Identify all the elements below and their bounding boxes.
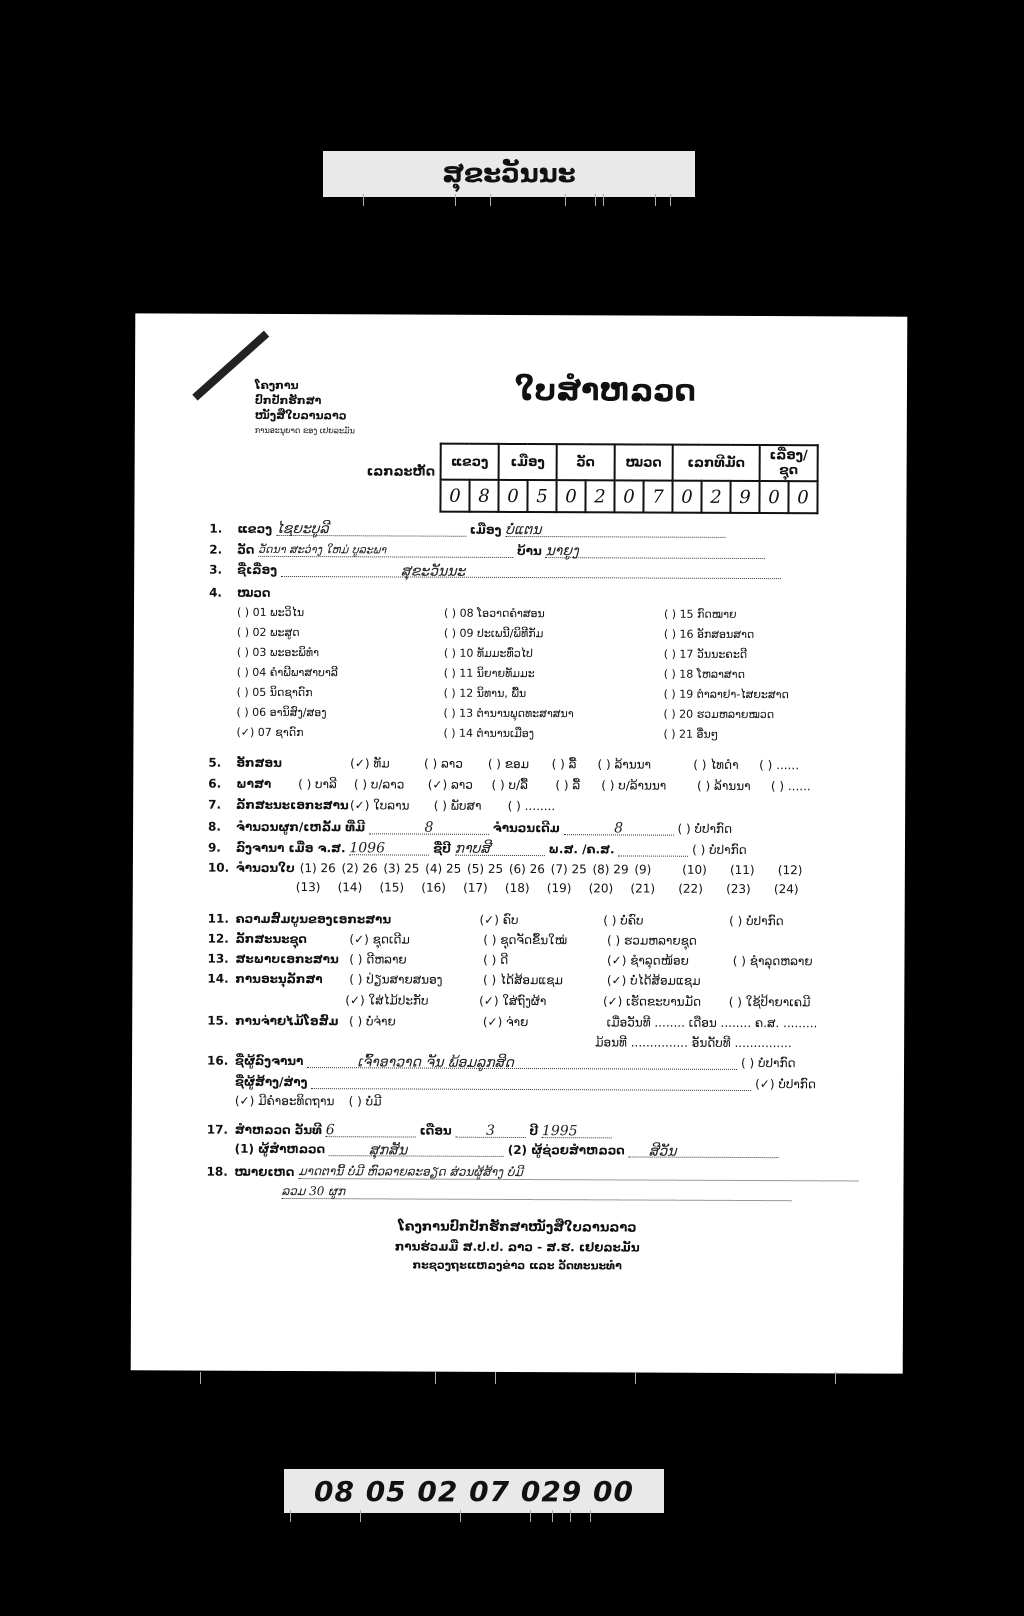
conservation-row-2: (✓) ໃສ່ໄມ້ປະກັບ (✓) ໃສ່ຖົງຜ້າ (✓) ເຮັດຂະບານມັດ ( ) ໃຊ້ປ້າຍາເຄມີ [345, 993, 811, 1010]
field-conservation: 14. ການອະນຸລັກສາ ( ) ປ່ຽນສາຍສນອງ ( ) ໄດ້ສ້ອມແຊມ (✓) ບໍ່ໄດ້ສ້ອມແຊມ [207, 971, 701, 988]
field-language: 6. ພາສາ ( ) ບາລີ ( ) ບ/ລາວ (✓) ລາວ ( ) ບ/ລື້ ( ) ລື້ ( ) ບ/ລ້ານນາ ( ) ລ້ານນາ ( ) ...... [208, 776, 811, 794]
category-option: ( ) 09 ປະເພນີ/ພິທີກັມ [443, 626, 544, 641]
code-digit: 0 [440, 480, 469, 512]
field-remarks: 18. ໝາຍເຫດ ມາດຕານີ້ ບໍ່ມີ ຫົວລາຍລະອຽດ ສ່ວນຜູ້ສ້າງ ບໍ່ມີ [207, 1164, 859, 1182]
code-digit: 0 [759, 481, 788, 513]
code-digit: 7 [643, 481, 672, 513]
field-surveyors: (1) ຜູ້ສຳຫລວດ ສຸກສັນ (2) ຜູ້ຊ່ວຍສຳຫລວດ ສີວັນ [235, 1142, 779, 1158]
category-option: ( ) 19 ຕຳລາຢາ-ໄສຍະສາດ [663, 687, 789, 702]
code-digit: 8 [469, 480, 498, 512]
field-inscriber: 16. ຊື່ຜູ້ລົງຈານາ ເຈົ້າອາວາດ ຈັນ ພ້ອມລູກສິດ ( ) ບໍ່ປາກົດ [207, 1053, 796, 1071]
code-digit: 0 [788, 481, 817, 513]
category-option: ( ) 08 ໂອວາດຄຳສອນ [443, 606, 545, 621]
field-province: 1. ແຂວງ ໄຊຍະບູລີ ເມືອງ ບໍ່ແຕນ [209, 521, 725, 538]
top-label-ticks [355, 194, 685, 206]
bottom-label-ticks [290, 1510, 630, 1522]
title-value: ສຸຂະວັນນະ [400, 563, 466, 580]
code-header: ເລກທີມັດ [673, 445, 760, 481]
code-label: ເລກລະຫັດ [366, 464, 436, 480]
code-digit: 2 [701, 481, 730, 513]
province-value: ໄຊຍະບູລີ [275, 520, 329, 538]
category-option: ( ) 17 ວັນນະຄະດີ [663, 647, 748, 661]
code-digit: 9 [730, 481, 759, 513]
category-option: ( ) 14 ຕຳນານເມືອງ [443, 726, 535, 741]
leaf-count-row-2: (13) (14) (15) (16) (17) (18) (19) (20) (21) (22) (23) (24) [295, 880, 799, 897]
field-copyist: ຊື່ຜູ້ສ້າງ/ສ່າງ (✓) ບໍ່ປາກົດ [234, 1074, 816, 1092]
district-value: ບໍ່ແຕນ [505, 521, 542, 539]
code-header: ເລື່ອງ/ຊຸດ [760, 445, 818, 481]
form-title: ໃບສຳຫລວດ [514, 372, 697, 409]
footer-cooperation: ການຮ່ວມມື ສ.ປ.ປ. ລາວ - ສ.ຮ. ເຢຍລະມັນ [394, 1239, 640, 1255]
category-option: ( ) 02 ພະສູດ [236, 625, 300, 640]
category-option: ( ) 20 ຮວມຫລາຍໝວດ [663, 707, 775, 722]
temple-value: ວັດນາ ສະວ່າງ ໃຫມ່ ບູລະພາ [258, 542, 387, 557]
field-fumigation: 15. ການຈ່າຍໄມ້ໂອສົມ ( ) ບໍ່ຈ່າຍ (✓) ຈ່າຍ ເມື່ອວັນທີ ........ ເດືອນ ........ ຄ.ສ. ......... [207, 1013, 818, 1031]
field-category: 4. ໝວດ [209, 585, 271, 600]
field-inscription-date: 9. ລົງຈານາ ເມື່ອ ຈ.ສ. 1096 ຊື່ປີ ກາບສີ ພ.ສ. /ຄ.ສ. ( ) ບໍ່ປາກົດ [207, 840, 747, 857]
category-option: ( ) 16 ອັກສອນສາດ [663, 627, 755, 642]
category-option: (✓) 07 ຊາດົກ [236, 725, 304, 740]
category-option: ( ) 10 ທັມມະທົ່ວໄປ [443, 646, 533, 661]
code-header: ເມືອງ [499, 444, 557, 480]
code-table [439, 443, 818, 515]
category-option: ( ) 12 ນິທານ, ພື້ນ [443, 686, 527, 701]
category-option: ( ) 15 ກົດໝາຍ [663, 607, 737, 621]
category-option: ( ) 13 ຕຳນານພຸດທະສາສນາ [443, 706, 574, 721]
survey-form-sheet [131, 313, 908, 1373]
category-option: ( ) 05 ນິດຊາດົກ [236, 685, 313, 700]
footer-project: ໂຄງການປົກປັກຮັກສາໜັງສືໃບລານລາວ [398, 1219, 637, 1236]
code-digit: 2 [585, 480, 614, 512]
field-document-type: 7. ລັກສະນະເອກະສານ (✓) ໃບລານ ( ) ພັບສາ ( ) ........ [208, 797, 556, 814]
field-temple: 2. ວັດ ວັດນາ ສະວ່າງ ໃຫມ່ ບູລະພາ ບ້ານ ນາຍູງ [209, 542, 765, 559]
field-prayer: (✓) ມີຄຳອະທິດຖານ ( ) ບໍ່ມີ [234, 1093, 382, 1109]
category-option: ( ) 04 ຄຳພີພາສາບາລີ [236, 665, 338, 680]
code-header: ແຂວງ [441, 444, 499, 480]
field-title: 3. ຊື່ເລື່ອງ ສຸຂະວັນນະ [209, 563, 781, 579]
code-digit: 0 [614, 480, 643, 512]
category-option: ( ) 01 ພະວິໄນ [236, 605, 305, 620]
field-completeness: 11. ຄວາມສົມບູນຂອງເອກະສານ (✓) ຄົບ ( ) ບໍ່ຄົບ ( ) ບໍ່ປາກົດ [207, 911, 784, 929]
remarks-line-2: ລວມ 30 ຜູກ [281, 1184, 791, 1201]
remarks-value: ມາດຕານີ້ ບໍ່ມີ ຫົວລາຍລະອຽດ ສ່ວນຜູ້ສ້າງ ບໍ່ມີ [298, 1164, 523, 1180]
field-condition: 13. ສະພາບເອກະສານ ( ) ດີຫລາຍ ( ) ດີ (✓) ຊຳລຸດໜ້ອຍ ( ) ຊຳລຸດຫລາຍ [207, 951, 813, 969]
field-volume-count: 8. ຈຳນວນຜູກ/ເຫລັ້ມ ທີ່ມີ 8 ຈຳນວນເດີມ 8 ( ) ບໍ່ປາກົດ [208, 819, 733, 837]
code-digit: 0 [672, 481, 701, 513]
sheet-ticks [195, 1372, 835, 1384]
bottom-code-label: 08 05 02 07 029 00 [284, 1469, 664, 1513]
code-digit: 5 [527, 480, 556, 512]
code-header: ໝວດ [615, 444, 673, 480]
field-set-type: 12. ລັກສະນະຊຸດ (✓) ຊຸດເດີມ ( ) ຊຸດຈັດຂຶ້ນໃໝ່ ( ) ຮວມຫລາຍຊຸດ [207, 931, 697, 948]
village-value: ນາຍູງ [545, 543, 579, 560]
category-option: ( ) 03 ພະອະພິທຳ [236, 645, 320, 660]
field-script: 5. ອັກສອນ (✓) ທັມ ( ) ລາວ ( ) ຂອມ ( ) ລື້ ( ) ລ້ານນາ ( ) ໄທດຳ ( ) ...... [208, 755, 800, 773]
footer-ministry: ກະຊວງຖະແຫລງຂ່າວ ແລະ ວັດທະນະທຳ [412, 1258, 622, 1273]
category-option: ( ) 06 ອານິສົງ/ສອງ [236, 705, 327, 720]
category-option: ( ) 11 ນິຍາຍທັມມະ [443, 666, 535, 681]
code-digit: 0 [556, 480, 585, 512]
top-title-label: ສຸຂະວັນນະ [323, 151, 695, 197]
inscriber-value: ເຈົ້າອາວາດ ຈັນ ພ້ອມລູກສິດ [357, 1054, 514, 1071]
category-option: ( ) 21 ອື່ນໆ [663, 727, 719, 741]
category-option: ( ) 18 ໂຫລາສາດ [663, 667, 746, 681]
field-survey-date: 17. ສຳຫລວດ ວັນທີ 6 ເດືອນ 3 ປີ 1995 [207, 1122, 612, 1139]
project-logo-text: ໂຄງການ ປົກປັກຮັກສາ ໜັງສືໃບລານລາວ ການອະນຸຍາດ ຂອງ ເຢຍລະມັນ [254, 378, 355, 436]
code-header: ວັດ [557, 444, 615, 480]
code-digit: 0 [498, 480, 527, 512]
field-leaf-count: 10. ຈຳນວນໃບ (1) 26 (2) 26 (3) 25 (4) 25 (5) 25 (6) 26 (7) 25 (8) 29 (9) (10) (11) (12) [207, 860, 803, 878]
fumigation-row-2: ມ້ອນທີ ............... ອັນດັບທີ ............... [595, 1035, 792, 1051]
